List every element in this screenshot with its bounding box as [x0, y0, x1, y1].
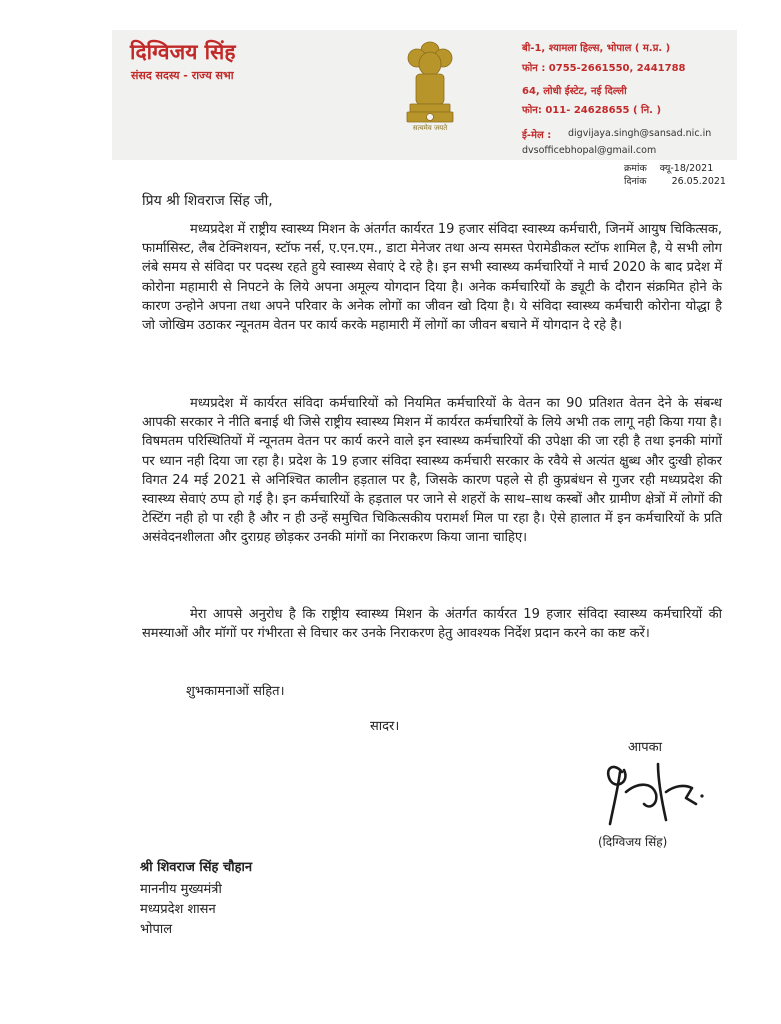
paragraph-3: मेरा आपसे अनुरोध है कि राष्ट्रीय स्वास्थ्य मिशन के अंतर्गत कार्यरत 19 हजार संविदा स्वास्थ्य कर्मचारियों की समस्याओं और मॉगों पर गंभीरता से विचार कर उनके निराकरण हेतु आवश्यक निर्देश प्रदान करने का कष्ट करें।: [142, 607, 722, 642]
address-delhi: 64, लोधी ईस्टेट, नई दिल्ली: [522, 86, 627, 97]
recipient-title: माननीय मुख्यमंत्री: [140, 882, 222, 897]
reference-number-value: क्यू-18/2021: [659, 163, 714, 174]
paragraph-2: मध्यप्रदेश में कार्यरत संविदा कर्मचारियों को नियमित कर्मचारियों के वेतन का 90 प्रतिशत वेतन देने के संबन्ध आपकी सरकार ने नीति बनाई थी जिसे राष्ट्रीय स्वास्थ्य मिशन में कार्यरत कर्मचारियों के लिये अभी तक लागू नही किया गया है। विषमतम परिस्थितियों में न्यूनतम वेतन पर कार्य करने वाले इन स्वास्थ्य कर्मचारियों की उपेक्षा की जा रही है तथा इनकी मांगों पर ध्यान नही दिया जा रहा है। प्रदेश के 19 हजार संविदा स्वास्थ्य कर्मचारी सरकार के रवैये से अत्यंत क्षुब्ध और दुःखी होकर विगत 24 मई 2021 से अनिश्चित कालीन हड़ताल पर है, जिसके कारण पहले से ही कुप्रबंधन से गुजर रही मध्यप्रदेश की स्वास्थ्य सेवाएं ठप्प हो गई है। इन कर्मचारियों के हड़ताल पर जाने से शहरों के साथ–साथ कस्बों और ग्रामीण क्षेत्रों में लोगों की टेस्टिंग नही हो पा रही है और न ही उन्हें समुचित चिकित्सकीय परामर्श मिल पा रहा है। ऐसे हालात में इन कर्मचारियों के प्रति असंवेदनशीलता और दुराग्रह छोड़कर उनकी मांगों का निराकरण किया जाना चाहिए।: [142, 396, 722, 546]
reference-date-label: दिनांक: [624, 176, 647, 187]
recipient-name: श्री शिवराज सिंह चौहान: [140, 860, 253, 875]
phone-bhopal: फोन : 0755-2661550, 2441788: [522, 63, 686, 74]
reference-number: [624, 161, 713, 174]
email-primary: digvijaya.singh@sansad.nic.in: [568, 128, 712, 139]
recipient-office: मध्यप्रदेश शासन: [140, 902, 216, 917]
closing-line: शुभकामनाओं सहित।: [186, 684, 285, 699]
emblem-motto: सत्यमेव जयते: [412, 124, 448, 132]
email-secondary: dvsofficebhopal@gmail.com: [522, 145, 657, 156]
national-emblem-icon: [398, 38, 462, 138]
reference-number-label: क्रमांक: [624, 163, 647, 174]
sender-designation: संसद सदस्य - राज्य सभा: [131, 69, 234, 82]
paragraph-1: मध्यप्रदेश में राष्ट्रीय स्वास्थ्य मिशन के अंतर्गत कार्यरत 19 हजार संविदा स्वास्थ्य कर्मचारी, जिनमें आयुष चिकित्सक, फार्मासिस्ट, लैब टेक्निशयन, स्टॉफ नर्स, ए.एन.एम., डाटा मेनेजर तथा अन्य समस्त पेरामेडीकल स्टॉफ शामिल है, ये सभी लोग लंबे समय से संविदा पर पदस्थ रहते हुये स्वास्थ्य सेवाएं दे रहे है। इन सभी स्वास्थ्य कर्मचारियों ने मार्च 2020 के बाद प्रदेश में कोरोना महामारी से निपटने के लिये अपना अमूल्य योगदान दिया है। अनेक कर्मचारियों के ड्यूटी के दौरान संक्रमित होने के कारण उन्होने अपना तथा अपने परिवार के अनेक लोगों का जीवन खो दिया है। ये संविदा स्वास्थ्य कर्मचारी कोरोना योद्धा है जो जोखिम उठाकर न्यूनतम वेतन पर कार्य करके महामारी में लोगों का जीवन बचाने में योगदान दे रहे है।: [142, 222, 722, 334]
salutation: प्रिय श्री शिवराज सिंह जी,: [142, 193, 273, 209]
reference-date: [624, 174, 726, 187]
recipient-city: भोपाल: [140, 922, 173, 937]
address-bhopal: बी-1, श्यामला हिल्स, भोपाल ( म.प्र. ): [522, 43, 671, 54]
reference-date-value: 26.05.2021: [671, 176, 726, 187]
sender-name: दिग्विजय सिंह: [130, 39, 236, 64]
saadar-line: सादर।: [370, 719, 400, 734]
signatory-name: (दिग्विजय सिंह): [598, 835, 668, 849]
email-label: ई-मेल :: [522, 130, 552, 141]
sign-off: आपका: [628, 740, 663, 755]
handwritten-signature: [596, 752, 708, 832]
phone-delhi: फोन: 011- 24628655 ( नि. ): [522, 105, 662, 116]
